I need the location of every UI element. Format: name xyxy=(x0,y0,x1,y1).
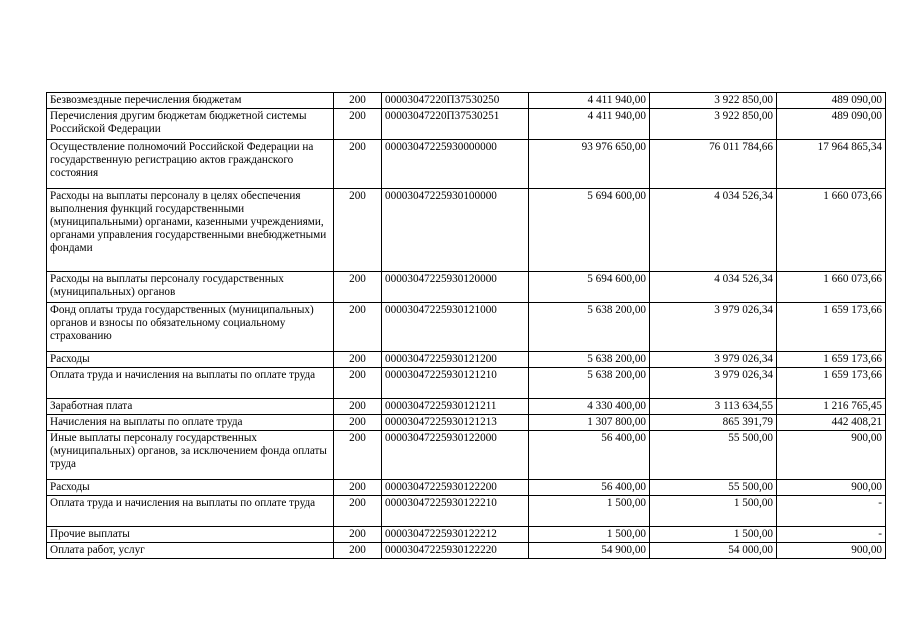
row-approved-cell: 5 638 200,00 xyxy=(529,352,650,368)
row-approved-cell: 56 400,00 xyxy=(529,431,650,480)
row-executed-cell: 4 034 526,34 xyxy=(650,272,777,303)
table-row xyxy=(47,527,886,543)
row-kbk-cell: 00003047225930122210 xyxy=(382,496,529,527)
row-executed-cell: 3 979 026,34 xyxy=(650,303,777,352)
row-remaining-cell: 1 659 173,66 xyxy=(777,368,886,399)
table-row xyxy=(47,272,886,303)
row-name-cell: Оплата работ, услуг xyxy=(47,543,334,559)
row-executed-cell: 1 500,00 xyxy=(650,527,777,543)
row-kbk-cell: 00003047225930122000 xyxy=(382,431,529,480)
row-code-cell: 200 xyxy=(334,93,382,109)
row-executed-cell: 55 500,00 xyxy=(650,431,777,480)
row-remaining-cell: 900,00 xyxy=(777,431,886,480)
row-kbk-cell: 00003047225930122200 xyxy=(382,480,529,496)
row-kbk-cell: 00003047225930120000 xyxy=(382,272,529,303)
table-row xyxy=(47,109,886,140)
row-remaining-cell: 17 964 865,34 xyxy=(777,140,886,189)
row-code-cell: 200 xyxy=(334,527,382,543)
row-remaining-cell: 900,00 xyxy=(777,543,886,559)
row-name-cell: Расходы на выплаты персоналу государственных (муниципальных) органов xyxy=(47,272,334,303)
row-executed-cell: 3 922 850,00 xyxy=(650,109,777,140)
row-kbk-cell: 00003047220П37530251 xyxy=(382,109,529,140)
row-executed-cell: 76 011 784,66 xyxy=(650,140,777,189)
row-code-cell: 200 xyxy=(334,543,382,559)
row-kbk-cell: 00003047225930121211 xyxy=(382,399,529,415)
row-remaining-cell: 1 216 765,45 xyxy=(777,399,886,415)
row-approved-cell: 1 500,00 xyxy=(529,496,650,527)
row-approved-cell: 54 900,00 xyxy=(529,543,650,559)
budget-execution-table xyxy=(46,92,886,559)
table-row xyxy=(47,543,886,559)
table-row xyxy=(47,415,886,431)
row-remaining-cell: 1 659 173,66 xyxy=(777,352,886,368)
table-row xyxy=(47,431,886,480)
row-remaining-cell: 489 090,00 xyxy=(777,93,886,109)
row-name-cell: Безвозмездные перечисления бюджетам xyxy=(47,93,334,109)
row-kbk-cell: 00003047225930121000 xyxy=(382,303,529,352)
row-code-cell: 200 xyxy=(334,352,382,368)
row-approved-cell: 4 411 940,00 xyxy=(529,109,650,140)
row-kbk-cell: 00003047225930121200 xyxy=(382,352,529,368)
table-body xyxy=(47,93,886,559)
table-row xyxy=(47,303,886,352)
row-code-cell: 200 xyxy=(334,303,382,352)
row-code-cell: 200 xyxy=(334,399,382,415)
row-code-cell: 200 xyxy=(334,272,382,303)
row-code-cell: 200 xyxy=(334,496,382,527)
row-code-cell: 200 xyxy=(334,480,382,496)
row-executed-cell: 3 922 850,00 xyxy=(650,93,777,109)
row-name-cell: Расходы xyxy=(47,480,334,496)
row-code-cell: 200 xyxy=(334,109,382,140)
table-row xyxy=(47,480,886,496)
row-remaining-cell: 1 660 073,66 xyxy=(777,189,886,272)
row-code-cell: 200 xyxy=(334,368,382,399)
row-executed-cell: 54 000,00 xyxy=(650,543,777,559)
row-name-cell: Расходы xyxy=(47,352,334,368)
row-name-cell: Фонд оплаты труда государственных (муниципальных) органов и взносы по обязательному социальному страхованию xyxy=(47,303,334,352)
row-name-cell: Заработная плата xyxy=(47,399,334,415)
table-row xyxy=(47,93,886,109)
row-executed-cell: 3 979 026,34 xyxy=(650,368,777,399)
row-executed-cell: 865 391,79 xyxy=(650,415,777,431)
row-remaining-cell: - xyxy=(777,527,886,543)
row-approved-cell: 4 330 400,00 xyxy=(529,399,650,415)
row-kbk-cell: 00003047225930121213 xyxy=(382,415,529,431)
row-code-cell: 200 xyxy=(334,431,382,480)
row-remaining-cell: 900,00 xyxy=(777,480,886,496)
row-name-cell: Начисления на выплаты по оплате труда xyxy=(47,415,334,431)
row-name-cell: Оплата труда и начисления на выплаты по оплате труда xyxy=(47,368,334,399)
row-approved-cell: 93 976 650,00 xyxy=(529,140,650,189)
row-approved-cell: 4 411 940,00 xyxy=(529,93,650,109)
row-name-cell: Осуществление полномочий Российской Федерации на государственную регистрацию актов гражданского состояния xyxy=(47,140,334,189)
row-executed-cell: 3 113 634,55 xyxy=(650,399,777,415)
row-code-cell: 200 xyxy=(334,415,382,431)
row-kbk-cell: 00003047225930122220 xyxy=(382,543,529,559)
row-kbk-cell: 00003047220П37530250 xyxy=(382,93,529,109)
table-row xyxy=(47,368,886,399)
row-remaining-cell: - xyxy=(777,496,886,527)
row-name-cell: Прочие выплаты xyxy=(47,527,334,543)
row-kbk-cell: 00003047225930121210 xyxy=(382,368,529,399)
row-executed-cell: 3 979 026,34 xyxy=(650,352,777,368)
row-code-cell: 200 xyxy=(334,189,382,272)
row-approved-cell: 5 694 600,00 xyxy=(529,272,650,303)
table-row xyxy=(47,189,886,272)
row-executed-cell: 1 500,00 xyxy=(650,496,777,527)
row-name-cell: Оплата труда и начисления на выплаты по оплате труда xyxy=(47,496,334,527)
table-row xyxy=(47,140,886,189)
row-approved-cell: 1 307 800,00 xyxy=(529,415,650,431)
row-remaining-cell: 1 660 073,66 xyxy=(777,272,886,303)
row-remaining-cell: 1 659 173,66 xyxy=(777,303,886,352)
row-remaining-cell: 442 408,21 xyxy=(777,415,886,431)
row-approved-cell: 1 500,00 xyxy=(529,527,650,543)
row-approved-cell: 5 694 600,00 xyxy=(529,189,650,272)
row-kbk-cell: 00003047225930100000 xyxy=(382,189,529,272)
row-executed-cell: 55 500,00 xyxy=(650,480,777,496)
row-kbk-cell: 00003047225930000000 xyxy=(382,140,529,189)
row-approved-cell: 5 638 200,00 xyxy=(529,303,650,352)
row-name-cell: Перечисления другим бюджетам бюджетной системы Российской Федерации xyxy=(47,109,334,140)
row-name-cell: Иные выплаты персоналу государственных (муниципальных) органов, за исключением фонда оплаты труда xyxy=(47,431,334,480)
row-remaining-cell: 489 090,00 xyxy=(777,109,886,140)
table-row xyxy=(47,352,886,368)
table-row xyxy=(47,399,886,415)
row-code-cell: 200 xyxy=(334,140,382,189)
row-executed-cell: 4 034 526,34 xyxy=(650,189,777,272)
row-approved-cell: 56 400,00 xyxy=(529,480,650,496)
table-row xyxy=(47,496,886,527)
row-name-cell: Расходы на выплаты персоналу в целях обеспечения выполнения функций государственными (муниципальными) органами, казенными учреждениями, органами управления государственными внебюджетными фондами xyxy=(47,189,334,272)
row-approved-cell: 5 638 200,00 xyxy=(529,368,650,399)
row-kbk-cell: 00003047225930122212 xyxy=(382,527,529,543)
